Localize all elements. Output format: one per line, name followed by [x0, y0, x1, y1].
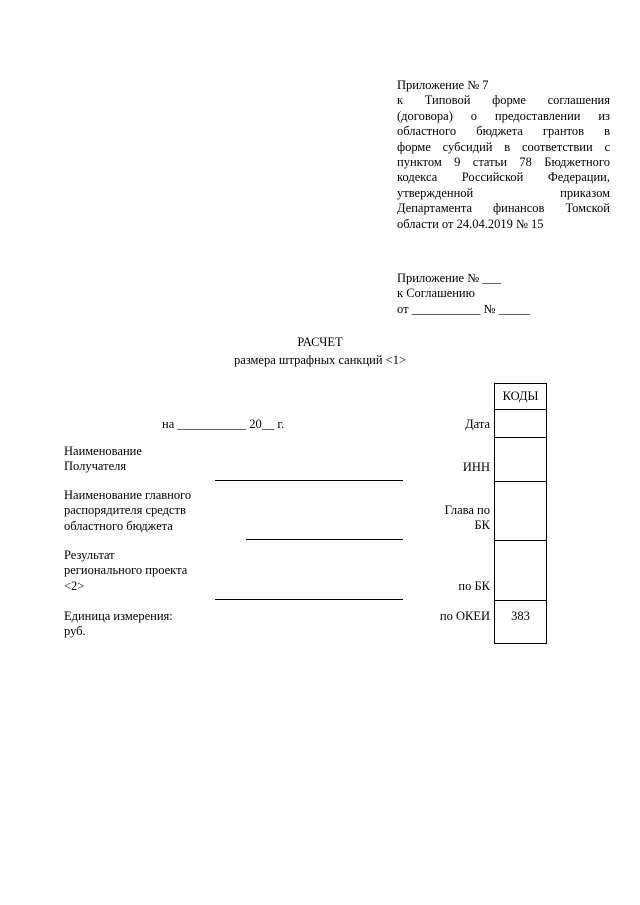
codes-divider [495, 540, 547, 541]
okei-code: 383 [511, 609, 530, 623]
appendix-line: к Типовой форме соглашения [397, 93, 610, 108]
recipient-underline [215, 480, 403, 481]
unit-label: Единица измерения: руб. [64, 609, 173, 639]
agreement-appendix-number: Приложение № ___ [397, 271, 502, 285]
date-label: Дата [465, 417, 490, 431]
appendix-line: области от 24.04.2019 № 15 [397, 216, 544, 231]
agreement-reference: к Соглашению [397, 286, 475, 301]
appendix-line: (договора) о предоставлении из [397, 108, 610, 123]
appendix-number: Приложение № 7 [397, 78, 489, 92]
appendix-line: форме субсидий в соответствии с [397, 139, 610, 154]
recipient-label: Наименование Получателя [64, 444, 142, 474]
appendix-line: областного бюджета грантов в [397, 124, 610, 139]
codes-divider [495, 409, 547, 410]
appendix-header [397, 78, 610, 232]
bk-label: по БК [458, 579, 490, 593]
okei-label: по ОКЕИ [439, 609, 490, 623]
budget-manager-underline [246, 539, 403, 540]
project-result-label: Результат регионального проекта <2> [64, 548, 188, 593]
budget-manager-label: Наименование главного распорядителя средств областного бюджета [64, 488, 192, 533]
document-title: РАСЧЕТ [297, 335, 343, 349]
chapter-bk-label: Глава по БК [444, 503, 490, 533]
report-date-line: на ___________ 20__ г. [162, 417, 285, 431]
agreement-appendix [397, 271, 610, 317]
project-result-underline [215, 599, 403, 600]
agreement-date-number: от ___________ № _____ [397, 301, 530, 316]
codes-divider [495, 600, 547, 601]
appendix-line: кодекса Российской Федерации, [397, 170, 610, 185]
codes-divider [495, 481, 547, 482]
appendix-line: утвержденной приказом [397, 185, 610, 200]
codes-column [494, 383, 547, 644]
codes-divider [495, 437, 547, 438]
document-subtitle: размера штрафных санкций <1> [233, 353, 407, 367]
codes-header: КОДЫ [502, 389, 539, 403]
appendix-line: Департамента финансов Томской [397, 201, 610, 216]
appendix-line: пунктом 9 статьи 78 Бюджетного [397, 155, 610, 170]
inn-label: ИНН [462, 460, 490, 474]
